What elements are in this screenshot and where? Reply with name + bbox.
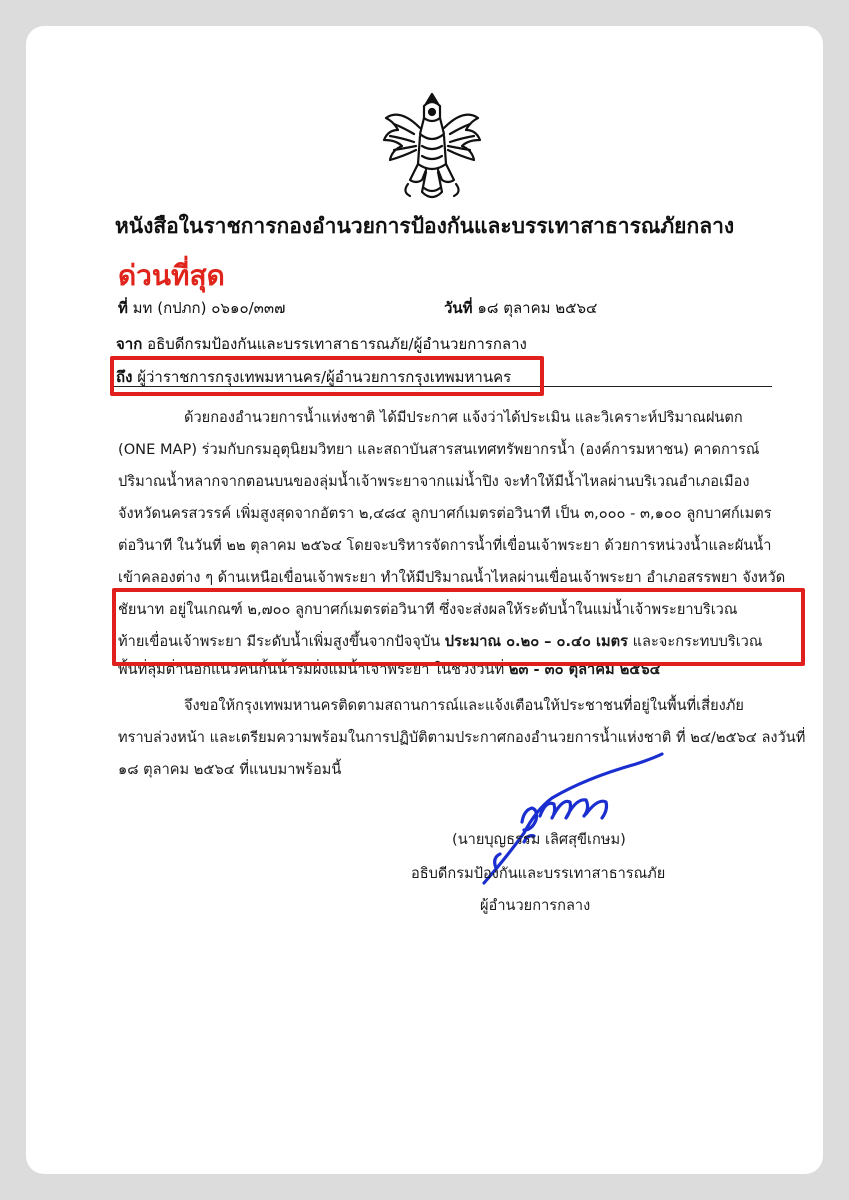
highlight-box-recipient (110, 356, 544, 396)
date-label: วันที่ (444, 299, 473, 317)
body-line-1: ด้วยกองอำนวยการน้ำแห่งชาติ ได้มีประกาศ แจ้งว่าได้ประเมิน และวิเคราะห์ปริมาณฝนตก (184, 409, 743, 426)
water-rise-emphasis: ประมาณ ๐.๒๐ – ๐.๔๐ เมตร (444, 633, 628, 650)
urgency-label: ด่วนที่สุด (118, 259, 225, 292)
body-line-5: ต่อวินาที ในวันที่ ๒๒ ตุลาคม ๒๕๖๔ โดยจะบริหารจัดการน้ำที่เขื่อนเจ้าพระยา ด้วยการหน่วงน้ำและผันน้ำ (118, 537, 772, 554)
request-line-3: ๑๘ ตุลาคม ๒๕๖๔ ที่แนบมาพร้อมนี้ (118, 761, 342, 778)
signatory-position-1: อธิบดีกรมป้องกันและบรรเทาสาธารณภัย (411, 865, 666, 882)
line8-text: ท้ายเขื่อนเจ้าพระยา มีระดับน้ำเพิ่มสูงขึ้นจากปัจจุบัน (118, 633, 445, 650)
document-title: หนังสือในราชการกองอำนวยการป้องกันและบรรเทาสาธารณภัยกลาง (114, 214, 735, 238)
from-value: อธิบดีกรมป้องกันและบรรเทาสาธารณภัย/ผู้อำนวยการกลาง (147, 335, 527, 353)
body-line-7: ชัยนาท อยู่ในเกณฑ์ ๒,๗๐๐ ลูกบาศก์เมตรต่อวินาที ซึ่งจะส่งผลให้ระดับน้ำในแม่น้ำเจ้าพระยาบริเวณ (118, 601, 738, 618)
body-line-3: ปริมาณน้ำหลากจากตอนบนของลุ่มน้ำเจ้าพระยาจากแม่น้ำปิง จะทำให้มีน้ำไหลผ่านบริเวณอำเภอเมือง (118, 473, 750, 490)
request-line-2: ทราบล่วงหน้า และเตรียมความพร้อมในการปฏิบัติตามประกาศกองอำนวยการน้ำแห่งชาติ ที่ ๒๔/๒๕๖๔ ลงวันที่ (118, 729, 806, 746)
from-label: จาก (116, 335, 143, 353)
from-row (116, 332, 527, 356)
body-line-2: (ONE MAP) ร่วมกับกรมอุตุนิยมวิทยา และสถาบันสารสนเทศทรัพยากรน้ำ (องค์การมหาชน) คาดการณ์ (118, 441, 760, 458)
line8-tail: และจะกระทบบริเวณ (627, 633, 763, 650)
highlight-box-water-level (112, 588, 805, 666)
reference-number: มท (กปภก) ๐๖๑๐/๓๓๗ (132, 299, 286, 317)
date-range-emphasis: ๒๓ - ๓๐ ตุลาคม ๒๕๖๔ (508, 661, 661, 678)
signatory-position-2: ผู้อำนวยการกลาง (480, 897, 591, 914)
date-row (444, 296, 597, 320)
to-value: ผู้ว่าราชการกรุงเทพมหานคร/ผู้อำนวยการกรุงเทพมหานคร (137, 368, 512, 386)
signatory-name: (นายบุญธรรม เลิศสุขีเกษม) (452, 831, 626, 848)
reference-row (118, 296, 285, 320)
reference-label: ที่ (118, 299, 128, 317)
body-line-6: เข้าคลองต่าง ๆ ด้านเหนือเขื่อนเจ้าพระยา ทำให้มีปริมาณน้ำไหลผ่านเขื่อนเจ้าพระยา อำเภอสรรพยา จังหวัด (118, 569, 786, 586)
garuda-emblem-icon (380, 88, 484, 208)
request-line-1: จึงขอให้กรุงเทพมหานครติดตามสถานการณ์และแจ้งเตือนให้ประชาชนที่อยู่ในพื้นที่เสี่ยงภัย (184, 697, 744, 714)
line9-text: พื้นที่ลุ่มต่ำนอกแนวคันกั้นน้ำริมฝั่งแม่น้ำเจ้าพระยา ในช่วงวันที่ (118, 661, 509, 678)
body-line-4: จังหวัดนครสวรรค์ เพิ่มสูงสุดจากอัตรา ๒,๔๘๔ ลูกบาศก์เมตรต่อวินาที เป็น ๓,๐๐๐ - ๓,๑๐๐ ลูกบาศก์เมตร (118, 505, 772, 522)
document-page (26, 26, 823, 1174)
date-value: ๑๘ ตุลาคม ๒๕๖๔ (477, 299, 598, 317)
to-label: ถึง (116, 368, 133, 386)
